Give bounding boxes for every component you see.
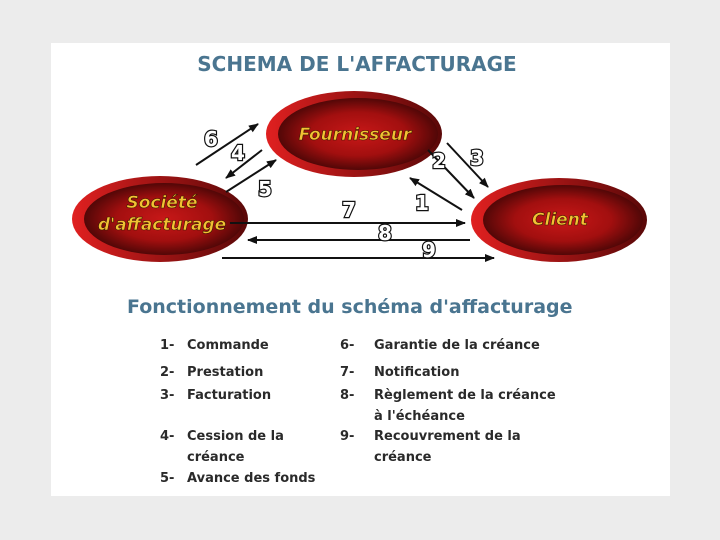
legend-text-7: Notification — [374, 365, 460, 380]
legend-text-8-line2: à l'échéance — [374, 409, 465, 424]
node-societe — [72, 176, 248, 262]
legend-title: Fonctionnement du schéma d'affacturage — [127, 296, 573, 318]
arrow-label-8: 8 — [378, 221, 392, 245]
diagram-title: SCHEMA DE L'AFFACTURAGE — [197, 52, 517, 76]
arrow-label-6: 6 — [204, 127, 218, 151]
legend-num-6: 6- — [340, 338, 355, 353]
legend-text-4-line1: Cession de la — [187, 429, 284, 444]
legend-text-2: Prestation — [187, 365, 264, 380]
legend-num-2: 2- — [160, 365, 175, 380]
node-societe-label-line1: Société — [126, 193, 198, 213]
node-client — [471, 178, 647, 262]
arrow-label-9: 9 — [422, 238, 436, 262]
arrow-label-7: 7 — [342, 198, 356, 222]
legend-text-4-line2: créance — [187, 450, 245, 465]
node-client-label: Client — [532, 210, 588, 230]
arrow-label-3: 3 — [470, 146, 484, 170]
legend-text-6: Garantie de la créance — [374, 338, 540, 353]
legend-num-9: 9- — [340, 429, 355, 444]
legend-text-3: Facturation — [187, 388, 272, 403]
arrow-label-4: 4 — [231, 141, 245, 165]
arrow-label-1: 1 — [415, 191, 429, 215]
node-societe-label-line2: d'affacturage — [97, 215, 227, 235]
arrow-label-5: 5 — [258, 177, 272, 201]
legend-num-8: 8- — [340, 388, 355, 403]
node-fournisseur — [266, 91, 442, 177]
arrow-label-2: 2 — [432, 149, 446, 173]
legend-num-3: 3- — [160, 388, 175, 403]
legend-text-1: Commande — [187, 338, 269, 353]
legend-text-8-line1: Règlement de la créance — [374, 388, 556, 403]
legend-num-7: 7- — [340, 365, 355, 380]
legend-num-1: 1- — [160, 338, 175, 353]
legend-text-9-line2: créance — [374, 450, 432, 465]
legend-text-5: Avance des fonds — [187, 471, 316, 486]
legend-text-9-line1: Recouvrement de la — [374, 429, 521, 444]
legend-num-4: 4- — [160, 429, 175, 444]
node-fournisseur-label: Fournisseur — [298, 125, 412, 145]
legend-num-5: 5- — [160, 471, 175, 486]
